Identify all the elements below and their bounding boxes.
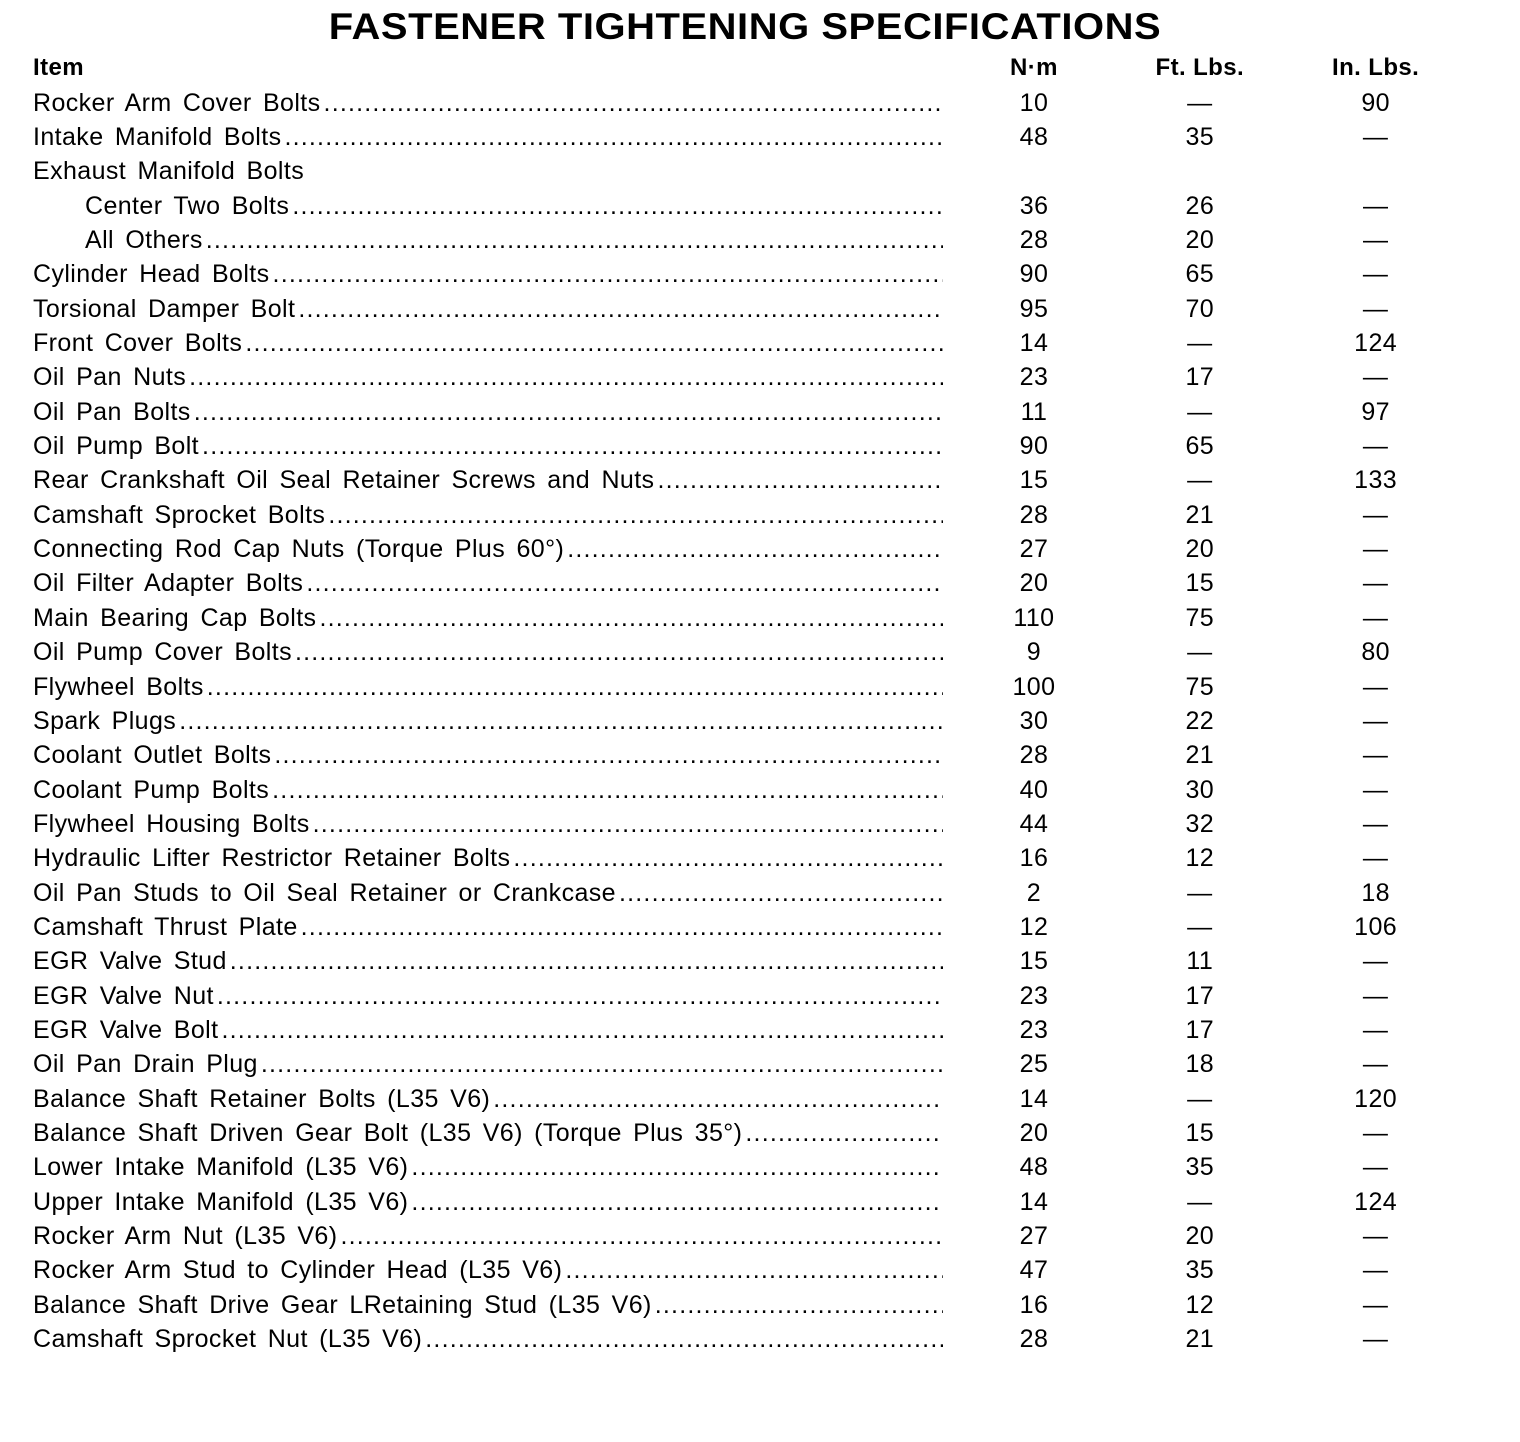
table-row <box>25 910 1465 944</box>
table-row <box>25 1322 1465 1356</box>
nm-cell: 23 <box>1019 363 1049 392</box>
table-row <box>25 739 1465 773</box>
item-cell <box>25 741 943 770</box>
dot-leader <box>328 501 942 530</box>
nm-cell: 11 <box>1020 397 1048 426</box>
item-cell <box>25 1153 943 1182</box>
nm-cell: 44 <box>1019 809 1049 838</box>
nm-cell: 23 <box>1019 1015 1049 1044</box>
item-label: Rocker Arm Cover Bolts <box>33 88 321 117</box>
in-lbs-cell: — <box>1362 1325 1389 1354</box>
item-label: EGR Valve Stud <box>33 947 227 976</box>
nm-cell: 12 <box>1019 912 1049 941</box>
dot-leader <box>567 535 942 564</box>
nm-cell: 14 <box>1019 1084 1049 1113</box>
in-lbs-cell: 97 <box>1361 397 1390 426</box>
item-label: Coolant Outlet Bolts <box>33 741 272 770</box>
ft-lbs-cell: 12 <box>1185 1290 1215 1319</box>
item-label: EGR Valve Bolt <box>33 1015 219 1044</box>
in-lbs-cell: 124 <box>1354 1187 1398 1216</box>
table-row <box>25 326 1465 360</box>
dot-leader <box>274 741 942 770</box>
ft-lbs-cell: 35 <box>1185 123 1215 152</box>
ft-lbs-cell: 70 <box>1185 294 1215 323</box>
nm-cell: 110 <box>1013 603 1055 632</box>
table-row <box>25 1219 1465 1253</box>
in-lbs-cell: — <box>1362 260 1389 289</box>
in-lbs-cell: — <box>1362 603 1389 632</box>
in-lbs-cell: — <box>1362 1256 1389 1285</box>
item-label: Camshaft Sprocket Nut (L35 V6) <box>33 1325 423 1354</box>
item-cell <box>25 466 943 495</box>
nm-cell: 90 <box>1019 260 1049 289</box>
ft-lbs-cell: — <box>1187 1187 1213 1216</box>
nm-cell: 28 <box>1019 226 1049 255</box>
dot-leader <box>425 1325 942 1354</box>
table-row <box>25 601 1465 635</box>
item-cell <box>25 707 943 736</box>
nm-cell: 15 <box>1019 947 1049 976</box>
item-cell <box>25 329 943 358</box>
in-lbs-cell: — <box>1362 1153 1389 1182</box>
item-label: Exhaust Manifold Bolts <box>33 157 305 186</box>
nm-cell: 16 <box>1019 844 1049 873</box>
nm-cell: 30 <box>1019 706 1049 735</box>
nm-cell: 10 <box>1019 88 1049 117</box>
nm-cell: 36 <box>1019 191 1049 220</box>
item-label: Center Two Bolts <box>85 191 290 220</box>
item-label: Flywheel Bolts <box>33 672 204 701</box>
nm-cell: 20 <box>1019 1118 1049 1147</box>
item-cell <box>25 844 943 873</box>
dot-leader <box>207 673 943 702</box>
in-lbs-cell: — <box>1362 363 1389 392</box>
table-row <box>25 155 1465 189</box>
dot-leader <box>655 1291 943 1320</box>
in-lbs-cell: 124 <box>1354 329 1398 358</box>
ft-lbs-cell: 75 <box>1185 603 1215 632</box>
ft-lbs-cell: — <box>1187 1084 1213 1113</box>
table-row <box>25 120 1465 154</box>
nm-cell: 28 <box>1019 1325 1049 1354</box>
dot-leader <box>657 466 942 495</box>
table-header <box>25 50 1465 86</box>
in-lbs-cell: — <box>1362 569 1389 598</box>
ft-lbs-cell: 35 <box>1185 1153 1215 1182</box>
nm-cell: 90 <box>1019 432 1049 461</box>
nm-cell: 28 <box>1019 500 1049 529</box>
item-label: Cylinder Head Bolts <box>33 260 270 289</box>
in-lbs-cell: 18 <box>1361 878 1390 907</box>
item-cell <box>25 913 943 942</box>
item-label: Oil Pan Nuts <box>33 363 187 392</box>
table-row <box>25 1116 1465 1150</box>
ft-lbs-cell: 21 <box>1185 1325 1215 1354</box>
table-row <box>25 876 1465 910</box>
item-label: EGR Valve Nut <box>33 981 214 1010</box>
in-lbs-cell: — <box>1362 226 1389 255</box>
item-label: Connecting Rod Cap Nuts (Torque Plus 60°) <box>33 535 565 564</box>
ft-lbs-cell: 17 <box>1185 1015 1215 1044</box>
item-label: Rocker Arm Stud to Cylinder Head (L35 V6) <box>33 1256 563 1285</box>
ft-lbs-cell: 65 <box>1185 260 1215 289</box>
in-lbs-cell: — <box>1362 432 1389 461</box>
item-label: Torsional Damper Bolt <box>33 294 296 323</box>
item-label: Rocker Arm Nut (L35 V6) <box>33 1222 338 1251</box>
ft-lbs-cell: 75 <box>1185 672 1215 701</box>
item-cell <box>25 226 943 255</box>
dot-leader <box>221 1016 942 1045</box>
in-lbs-cell: — <box>1362 741 1389 770</box>
ft-lbs-cell: 15 <box>1185 569 1215 598</box>
table-row <box>25 1288 1465 1322</box>
table-row <box>25 498 1465 532</box>
dot-leader <box>245 329 942 358</box>
nm-cell: 14 <box>1019 329 1049 358</box>
item-cell <box>25 1016 943 1045</box>
in-lbs-cell: — <box>1362 1222 1389 1251</box>
in-lbs-cell: — <box>1362 981 1389 1010</box>
in-lbs-cell: — <box>1362 123 1389 152</box>
ft-lbs-cell: — <box>1187 638 1213 667</box>
ft-lbs-cell: — <box>1187 466 1213 495</box>
item-cell <box>25 1256 943 1285</box>
ft-lbs-cell: 22 <box>1185 706 1215 735</box>
item-label: Front Cover Bolts <box>33 329 243 358</box>
dot-leader <box>217 982 943 1011</box>
ft-lbs-cell: 26 <box>1185 191 1215 220</box>
dot-leader <box>306 569 942 598</box>
header-item: Item <box>33 54 84 81</box>
in-lbs-cell: — <box>1362 844 1389 873</box>
nm-cell: 14 <box>1019 1187 1049 1216</box>
item-cell <box>25 879 943 908</box>
dot-leader <box>298 295 942 324</box>
item-label: Upper Intake Manifold (L35 V6) <box>33 1187 409 1216</box>
ft-lbs-cell: 30 <box>1185 775 1215 804</box>
nm-cell: 27 <box>1019 1222 1049 1251</box>
table-row <box>25 86 1465 120</box>
dot-leader <box>301 913 943 942</box>
nm-cell: 48 <box>1019 1153 1049 1182</box>
table-row <box>25 1013 1465 1047</box>
item-label: Oil Pan Studs to Oil Seal Retainer or Crankcase <box>33 878 616 907</box>
item-cell <box>25 123 943 152</box>
item-cell <box>25 1050 943 1079</box>
dot-leader <box>340 1222 942 1251</box>
item-cell <box>25 260 943 289</box>
table-row <box>25 670 1465 704</box>
ft-lbs-cell: 12 <box>1185 844 1215 873</box>
header-in-lbs: In. Lbs. <box>1332 54 1420 81</box>
item-label: Balance Shaft Driven Gear Bolt (L35 V6) (Torque Plus 35°) <box>33 1118 743 1147</box>
table-row <box>25 773 1465 807</box>
dot-leader <box>295 638 943 667</box>
dot-leader <box>411 1153 942 1182</box>
table-row <box>25 1151 1465 1185</box>
in-lbs-cell: — <box>1362 809 1389 838</box>
table-row <box>25 532 1465 566</box>
dot-leader <box>411 1188 942 1217</box>
item-label: Camshaft Sprocket Bolts <box>33 500 326 529</box>
item-cell <box>25 89 943 118</box>
ft-lbs-cell: 21 <box>1185 741 1215 770</box>
nm-cell: 20 <box>1019 569 1049 598</box>
table-row <box>25 1254 1465 1288</box>
item-cell <box>25 1291 943 1320</box>
item-label: Intake Manifold Bolts <box>33 123 282 152</box>
table-row <box>25 1048 1465 1082</box>
ft-lbs-cell: 65 <box>1185 432 1215 461</box>
nm-cell: 95 <box>1019 294 1049 323</box>
table-row <box>25 945 1465 979</box>
item-cell <box>25 157 943 186</box>
item-cell <box>25 569 943 598</box>
nm-cell: 27 <box>1019 535 1049 564</box>
table-row <box>25 842 1465 876</box>
item-label: Coolant Pump Bolts <box>33 775 270 804</box>
item-label: Hydraulic Lifter Restrictor Retainer Bolts <box>33 844 511 873</box>
dot-leader <box>272 776 942 805</box>
item-cell <box>25 1188 943 1217</box>
table-row <box>25 636 1465 670</box>
in-lbs-cell: — <box>1362 1118 1389 1147</box>
table-row <box>25 1185 1465 1219</box>
item-label: All Others <box>85 226 203 255</box>
table-row <box>25 395 1465 429</box>
dot-leader <box>230 947 943 976</box>
nm-cell: 15 <box>1019 466 1049 495</box>
table-row <box>25 258 1465 292</box>
page-title: FASTENER TIGHTENING SPECIFICATIONS <box>328 6 1162 47</box>
nm-cell: 48 <box>1019 123 1049 152</box>
in-lbs-cell: 106 <box>1354 912 1398 941</box>
nm-cell: 40 <box>1019 775 1049 804</box>
nm-cell: 23 <box>1019 981 1049 1010</box>
ft-lbs-cell: 20 <box>1185 1222 1215 1251</box>
dot-leader <box>493 1085 942 1114</box>
item-cell <box>25 638 943 667</box>
header-ft-lbs: Ft. Lbs. <box>1155 54 1245 81</box>
table-row <box>25 292 1465 326</box>
in-lbs-cell: — <box>1362 1015 1389 1044</box>
table-row <box>25 807 1465 841</box>
table-row <box>25 189 1465 223</box>
header-nm: N·m <box>1010 54 1058 81</box>
in-lbs-cell: — <box>1362 672 1389 701</box>
dot-leader <box>179 707 942 736</box>
item-label: Camshaft Thrust Plate <box>33 912 298 941</box>
table-row <box>25 429 1465 463</box>
dot-leader <box>202 432 943 461</box>
dot-leader <box>619 879 943 908</box>
ft-lbs-cell: 17 <box>1185 363 1215 392</box>
item-label: Lower Intake Manifold (L35 V6) <box>33 1153 409 1182</box>
item-cell <box>25 1325 943 1354</box>
item-cell <box>25 501 943 530</box>
item-cell <box>25 1085 943 1114</box>
dot-leader <box>284 123 942 152</box>
item-cell <box>25 776 943 805</box>
ft-lbs-cell: — <box>1187 329 1213 358</box>
ft-lbs-cell: 18 <box>1185 1050 1215 1079</box>
in-lbs-cell: — <box>1362 535 1389 564</box>
dot-leader <box>189 363 942 392</box>
ft-lbs-cell: 11 <box>1186 947 1214 976</box>
table-row <box>25 361 1465 395</box>
nm-cell: 9 <box>1026 638 1042 667</box>
ft-lbs-cell: 15 <box>1185 1118 1215 1147</box>
item-cell <box>25 982 943 1011</box>
item-label: Oil Pump Bolt <box>33 432 200 461</box>
item-cell <box>25 1119 943 1148</box>
table-row <box>25 464 1465 498</box>
dot-leader <box>745 1119 942 1148</box>
table-row <box>25 979 1465 1013</box>
ft-lbs-cell: 20 <box>1185 226 1215 255</box>
in-lbs-cell: 90 <box>1361 88 1390 117</box>
nm-cell: 28 <box>1019 741 1049 770</box>
in-lbs-cell: — <box>1362 500 1389 529</box>
ft-lbs-cell: 35 <box>1185 1256 1215 1285</box>
ft-lbs-cell: — <box>1187 397 1213 426</box>
table-row <box>25 567 1465 601</box>
item-cell <box>25 535 943 564</box>
item-cell <box>25 363 943 392</box>
item-cell <box>25 947 943 976</box>
item-label: Oil Pan Bolts <box>33 397 191 426</box>
item-label: Oil Pump Cover Bolts <box>33 638 292 667</box>
in-lbs-cell: — <box>1362 294 1389 323</box>
item-label: Flywheel Housing Bolts <box>33 809 310 838</box>
item-label: Spark Plugs <box>33 706 177 735</box>
in-lbs-cell: — <box>1362 1290 1389 1319</box>
in-lbs-cell: 120 <box>1354 1084 1398 1113</box>
item-label: Main Bearing Cap Bolts <box>33 603 317 632</box>
in-lbs-cell: 133 <box>1354 466 1398 495</box>
spec-table <box>25 50 1465 1357</box>
in-lbs-cell: — <box>1362 191 1389 220</box>
ft-lbs-cell: — <box>1187 88 1213 117</box>
nm-cell: 47 <box>1019 1256 1049 1285</box>
dot-leader <box>319 604 942 633</box>
ft-lbs-cell: 21 <box>1185 500 1215 529</box>
dot-leader <box>513 844 942 873</box>
item-cell <box>25 1222 943 1251</box>
item-cell <box>25 604 943 633</box>
item-cell <box>25 810 943 839</box>
item-cell <box>25 432 943 461</box>
dot-leader <box>565 1256 942 1285</box>
in-lbs-cell: 80 <box>1361 638 1390 667</box>
dot-leader <box>273 260 943 289</box>
in-lbs-cell: — <box>1362 775 1389 804</box>
item-label: Rear Crankshaft Oil Seal Retainer Screws and Nuts <box>33 466 655 495</box>
dot-leader <box>324 89 943 118</box>
item-label: Oil Pan Drain Plug <box>33 1050 258 1079</box>
dot-leader <box>194 398 943 427</box>
item-label: Oil Filter Adapter Bolts <box>33 569 304 598</box>
nm-cell: 16 <box>1019 1290 1049 1319</box>
nm-cell: 25 <box>1019 1050 1049 1079</box>
nm-cell: 2 <box>1026 878 1042 907</box>
table-row <box>25 704 1465 738</box>
dot-leader <box>313 810 943 839</box>
in-lbs-cell: — <box>1362 706 1389 735</box>
in-lbs-cell: — <box>1362 1050 1389 1079</box>
item-cell <box>25 398 943 427</box>
table-body <box>25 86 1465 1357</box>
item-label: Balance Shaft Retainer Bolts (L35 V6) <box>33 1084 491 1113</box>
item-label: Balance Shaft Drive Gear LRetaining Stud (L35 V6) <box>33 1290 652 1319</box>
item-cell <box>25 192 943 221</box>
table-row <box>25 223 1465 257</box>
ft-lbs-cell: — <box>1187 912 1213 941</box>
item-cell <box>25 673 943 702</box>
ft-lbs-cell: — <box>1187 878 1213 907</box>
nm-cell: 100 <box>1012 672 1056 701</box>
dot-leader <box>206 226 943 255</box>
table-row <box>25 1082 1465 1116</box>
in-lbs-cell: — <box>1362 947 1389 976</box>
ft-lbs-cell: 32 <box>1185 809 1215 838</box>
ft-lbs-cell: 17 <box>1185 981 1215 1010</box>
dot-leader <box>261 1050 943 1079</box>
item-cell <box>25 295 943 324</box>
dot-leader <box>292 192 942 221</box>
ft-lbs-cell: 20 <box>1185 535 1215 564</box>
